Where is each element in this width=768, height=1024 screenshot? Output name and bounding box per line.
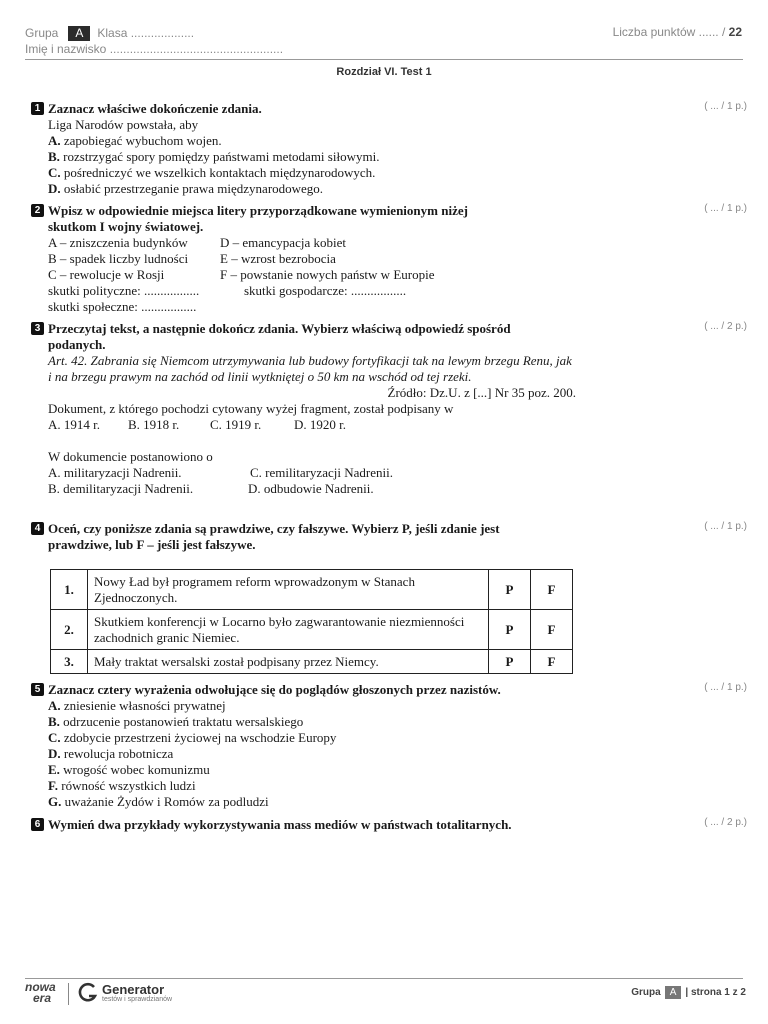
name-field: Imię i nazwisko .................................................... [25,42,284,56]
false-choice[interactable]: F [531,570,573,610]
answer-option-f[interactable]: F. równość wszystkich ludzi [48,778,196,793]
header-divider [25,59,743,60]
sentence-1: Dokument, z którego pochodzi cytowany wyżej fragment, został podpisany w [48,401,454,416]
statement: Mały traktat wersalski został podpisany przez Niemcy. [88,650,489,674]
question-6 [31,817,611,833]
generator-logo [78,982,172,1004]
points-total: 22 [728,25,742,39]
question-4-points: ( ... / 1 p.) [704,521,747,532]
footer-divider [25,978,743,979]
question-number: 3 [31,322,44,335]
question-stem-cont: prawdziwe, lub F – jeśli jest fałszywe. [48,537,256,552]
generator-g-icon [78,982,98,1004]
source-quote: Art. 42. Zabrania się Niemcom utrzymywania lub budowy fortyfikacji tak na lewym brzegu Renu, jak i na brzegu prawym na zachód od linii wytkniętej o 50 km na wschód od tej rzeki. [48,353,572,384]
effect-f: F – powstanie nowych państw w Europie [220,267,435,282]
question-stem: Wpisz w odpowiednie miejsca litery przyporządkowane wymienionym niżej [48,203,468,218]
question-5 [31,682,611,810]
generator-name: Generator [102,981,165,997]
question-stem-cont: podanych. [48,337,106,352]
generator-subtitle: testów i sprawdzianów [102,995,173,1003]
answer-option-a[interactable]: A. zapobiegać wybuchom wojen. [48,133,222,148]
group-label: Grupa [25,26,59,40]
row-number: 3. [51,650,88,674]
footer-group-badge: A [665,986,682,999]
class-field: Klasa ................... [97,26,195,40]
question-lead: Liga Narodów powstała, aby [48,117,199,132]
table-row [51,610,573,650]
true-choice[interactable]: P [489,610,531,650]
table-row [51,570,573,610]
sentence-2: W dokumencie postanowiono o [48,449,213,464]
question-stem: Oceń, czy poniższe zdania są prawdziwe, czy fałszywe. Wybierz P, jeśli zdanie jest [48,521,500,536]
row-number: 2. [51,610,88,650]
question-number: 1 [31,102,44,115]
answer-option-a[interactable]: A. 1914 r. [48,417,100,432]
answer-option-d[interactable]: D. 1920 r. [294,417,346,432]
answer-option-a[interactable]: A. zniesienie własności prywatnej [48,698,226,713]
row-number: 1. [51,570,88,610]
options-row-2 [31,481,611,497]
answer-option-a[interactable]: A. militaryzacji Nadrenii. [48,465,182,480]
answer-option-c[interactable]: C. pośredniczyć we wszelkich kontaktach międzynarodowych. [48,165,376,180]
true-choice[interactable]: P [489,570,531,610]
year-options [31,417,611,433]
question-stem: Zaznacz właściwe dokończenie zdania. [48,101,262,116]
effect-c: C – rewolucje w Rosji [48,267,165,282]
question-stem: Zaznacz cztery wyrażenia odwołujące się do poglądów głoszonych przez nazistów. [48,682,501,697]
question-2 [31,203,611,315]
source-citation: Źródło: Dz.U. z [...] Nr 35 poz. 200. [387,385,576,400]
statement: Skutkiem konferencji w Locarno było zagwarantowanie niezmienności zachodnich granic Niemiec. [88,610,489,650]
student-info [25,25,283,57]
question-number: 2 [31,204,44,217]
answer-option-b[interactable]: B. 1918 r. [128,417,180,432]
page-title: Rozdział VI. Test 1 [336,66,432,78]
question-1-points: ( ... / 1 p.) [704,101,747,112]
statement: Nowy Ład był programem reform wprowadzonym w Stanach Zjednoczonych. [88,570,489,610]
nowa-era-logo [25,982,56,1004]
footer-group-label: Grupa [631,987,661,998]
economic-effects-field[interactable]: skutki gospodarcze: ................. [244,283,407,298]
answer-option-g[interactable]: G. uważanie Żydów i Romów za podludzi [48,794,269,809]
answer-option-d[interactable]: D. osłabić przestrzeganie prawa międzynarodowego. [48,181,324,196]
question-5-points: ( ... / 1 p.) [704,682,747,693]
false-choice[interactable]: F [531,610,573,650]
false-choice[interactable]: F [531,650,573,674]
group-class-row [25,25,283,41]
social-effects-field[interactable]: skutki społeczne: ................. [48,299,197,314]
logo-word-1: nowa [25,980,56,994]
name-row [25,41,283,57]
answer-option-d[interactable]: D. odbudowie Nadrenii. [248,481,374,496]
options-row-1 [31,465,611,481]
effect-b: B – spadek liczby ludności [48,251,189,266]
question-number: 4 [31,522,44,535]
group-badge: A [68,26,90,41]
effect-e: E – wzrost bezrobocia [220,251,336,266]
answer-option-e[interactable]: E. wrogość wobec komunizmu [48,762,210,777]
answer-option-b[interactable]: B. demilitaryzacji Nadrenii. [48,481,194,496]
effects-list [31,235,611,283]
answer-option-c[interactable]: C. remilitaryzacji Nadrenii. [250,465,393,480]
question-stem: Wymień dwa przykłady wykorzystywania mass mediów w państwach totalitarnych. [48,817,512,832]
effect-d: D – emancypacja kobiet [220,235,346,250]
question-3-points: ( ... / 2 p.) [704,321,747,332]
answer-option-c[interactable]: C. zdobycie przestrzeni życiowej na wschodzie Europy [48,730,337,745]
logo-separator [68,983,69,1005]
answer-row [31,283,611,299]
true-choice[interactable]: P [489,650,531,674]
question-number: 5 [31,683,44,696]
question-number: 6 [31,818,44,831]
true-false-table [50,569,573,674]
question-stem-cont: skutkom I wojny światowej. [48,219,204,234]
question-3 [31,321,611,497]
question-4 [31,521,611,553]
table-row [51,650,573,674]
question-stem: Przeczytaj tekst, a następnie dokończ zdania. Wybierz właściwą odpowiedź spośród [48,321,511,336]
page-number: | strona 1 z 2 [685,987,746,998]
question-6-points: ( ... / 2 p.) [704,817,747,828]
answer-option-b[interactable]: B. odrzucenie postanowień traktatu wersalskiego [48,714,304,729]
answer-option-b[interactable]: B. rozstrzygać spory pomiędzy państwami metodami siłowymi. [48,149,380,164]
question-2-points: ( ... / 1 p.) [704,203,747,214]
question-1 [31,101,611,197]
points-label: Liczba punktów ...... / [612,25,726,39]
logo-word-2: era [33,991,52,1005]
answer-option-d[interactable]: D. rewolucja robotnicza [48,746,174,761]
page-indicator [631,986,746,999]
effect-a: A – zniszczenia budynków [48,235,188,250]
answer-option-c[interactable]: C. 1919 r. [210,417,262,432]
political-effects-field[interactable]: skutki polityczne: ................. [48,283,200,298]
points-summary [613,25,742,39]
